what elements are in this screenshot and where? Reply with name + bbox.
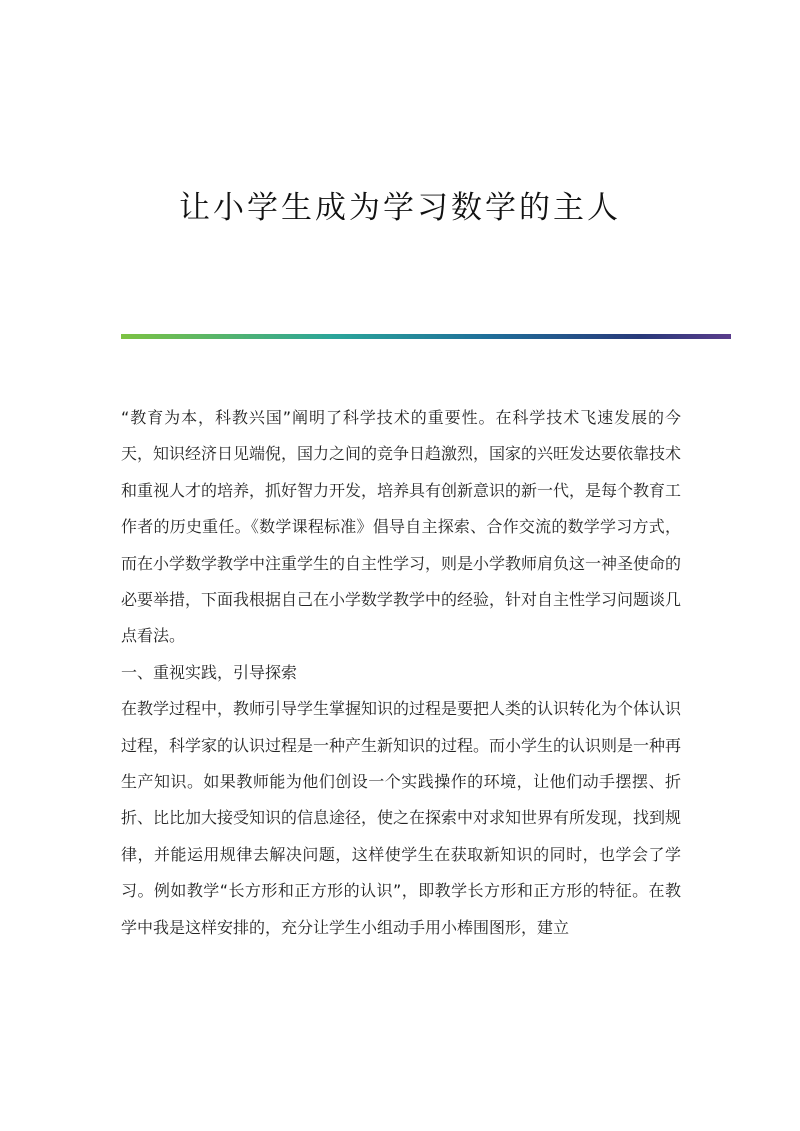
document-title: 让小学生成为学习数学的主人 <box>179 190 621 226</box>
section-heading: 一、重视实践，引导探索 <box>121 662 298 682</box>
intro-paragraph: “教育为本，科教兴国”阐明了科学技术的重要性。在科学技术飞速发展的今天，知识经济日见端倪，国力之间的竞争日趋激烈，国家的兴旺发达要依靠技术和重视人才的培养，抓好智力开发，培养具有创新意识的新一代，是每个教育工作者的历史重任。《数学课程标准》倡导自主探索、合作交流的数学学习方式，而在小学数学教学中注重学生的自主性学习，则是小学教师肩负这一神圣使命的必要举措，下面我根据自己在小学数学教学中的经验，针对自主性学习问题谈几点看法。 <box>121 408 682 646</box>
title-divider <box>121 334 731 339</box>
section-paragraph: 在教学过程中，教师引导学生掌握知识的过程是要把人类的认识转化为个体认识过程，科学家的认识过程是一种产生新知识的过程。而小学生的认识则是一种再生产知识。如果教师能为他们创设一个实践操作的环境，让他们动手摆摆、折折、比比加大接受知识的信息途径，使之在探索中对求知世界有所发现，找到规律，并能运用规律去解决问题，这样使学生在获取新知识的同时，也学会了学习。例如教学“长方形和正方形的认识”，即教学长方形和正方形的特征。在教学中我是这样安排的，充分让学生小组动手用小棒围图形，建立 <box>121 699 682 937</box>
document-body <box>121 400 681 946</box>
